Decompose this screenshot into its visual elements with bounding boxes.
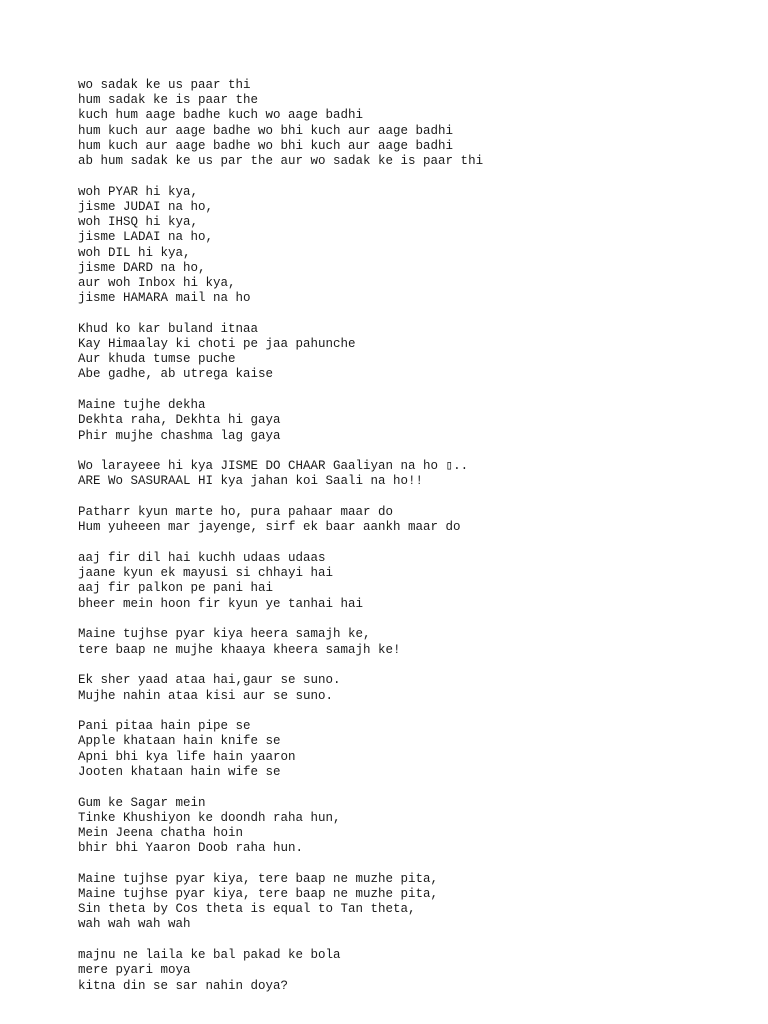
- poem-line: Phir mujhe chashma lag gaya: [78, 428, 281, 443]
- poem-line: tere baap ne mujhe khaaya kheera samajh ke!: [78, 642, 401, 657]
- stanza: [78, 796, 738, 857]
- poem-line: Apple khataan hain knife se: [78, 734, 281, 749]
- stanza: [78, 948, 738, 994]
- poem-line: mere pyari moya: [78, 963, 191, 978]
- poem-line: Maine tujhse pyar kiya, tere baap ne muzhe pita,: [78, 887, 439, 902]
- poem-line: jisme HAMARA mail na ho: [78, 291, 251, 306]
- poem-line: Tinke Khushiyon ke doondh raha hun,: [78, 810, 341, 825]
- stanza: [78, 551, 738, 612]
- stanza: [78, 459, 738, 489]
- poem-line: jisme LADAI na ho,: [78, 230, 214, 245]
- poem-line: Patharr kyun marte ho, pura pahaar maar do: [78, 505, 394, 520]
- poem-line: Wo larayeee hi kya JISME DO CHAAR Gaaliyan na ho ▯..: [78, 459, 469, 474]
- poem-line: bheer mein hoon fir kyun ye tanhai hai: [78, 596, 364, 611]
- poem-line: Maine tujhse pyar kiya heera samajh ke,: [78, 627, 371, 642]
- poem-line: Maine tujhe dekha: [78, 398, 206, 413]
- stanza: [78, 78, 738, 169]
- poem-line: ab hum sadak ke us par the aur wo sadak ke is paar thi: [78, 154, 484, 169]
- poem-line: Aur khuda tumse puche: [78, 352, 236, 367]
- poem-line: wo sadak ke us paar thi: [78, 78, 251, 92]
- poem-line: Gum ke Sagar mein: [78, 795, 206, 810]
- poem-line: hum kuch aur aage badhe wo bhi kuch aur aage badhi: [78, 123, 454, 138]
- poem-line: Pani pitaa hain pipe se: [78, 719, 251, 734]
- stanza: [78, 872, 738, 933]
- poem-line: Dekhta raha, Dekhta hi gaya: [78, 413, 281, 428]
- poem-line: Mein Jeena chatha hoin: [78, 825, 244, 840]
- poem-line: Mujhe nahin ataa kisi aur se suno.: [78, 688, 334, 703]
- stanza: [78, 627, 738, 657]
- stanza: [78, 185, 738, 307]
- poem-line: woh DIL hi kya,: [78, 245, 191, 260]
- poem-line: aaj fir palkon pe pani hai: [78, 581, 274, 596]
- poem-line: ARE Wo SASURAAL HI kya jahan koi Saali na ho!!: [78, 474, 424, 489]
- poem-line: majnu ne laila ke bal pakad ke bola: [78, 948, 341, 963]
- poem-line: Maine tujhse pyar kiya, tere baap ne muzhe pita,: [78, 871, 439, 886]
- poem-line: kitna din se sar nahin doya?: [78, 978, 289, 993]
- poem-line: aur woh Inbox hi kya,: [78, 275, 236, 290]
- poem-line: jisme DARD na ho,: [78, 260, 206, 275]
- poem-line: bhir bhi Yaaron Doob raha hun.: [78, 841, 304, 856]
- poem-line: Ek sher yaad ataa hai,gaur se suno.: [78, 673, 341, 688]
- poem-line: jaane kyun ek mayusi si chhayi hai: [78, 566, 334, 581]
- poem-line: kuch hum aage badhe kuch wo aage badhi: [78, 108, 364, 123]
- poem-line: hum sadak ke is paar the: [78, 93, 259, 108]
- stanza: [78, 322, 738, 383]
- poem-line: wah wah wah wah: [78, 917, 191, 932]
- poem-line: hum kuch aur aage badhe wo bhi kuch aur aage badhi: [78, 138, 454, 153]
- poem-line: woh PYAR hi kya,: [78, 184, 199, 199]
- poem-line: aaj fir dil hai kuchh udaas udaas: [78, 551, 326, 566]
- poem-line: Jooten khataan hain wife se: [78, 764, 281, 779]
- poem-collection: [78, 78, 738, 1009]
- poem-line: Apni bhi kya life hain yaaron: [78, 749, 296, 764]
- poem-line: woh IHSQ hi kya,: [78, 215, 199, 230]
- poem-line: Kay Himaalay ki choti pe jaa pahunche: [78, 337, 356, 352]
- poem-line: Khud ko kar buland itnaa: [78, 321, 259, 336]
- poem-line: Abe gadhe, ab utrega kaise: [78, 367, 274, 382]
- stanza: [78, 398, 738, 444]
- stanza: [78, 673, 738, 703]
- stanza: [78, 505, 738, 535]
- poem-line: jisme JUDAI na ho,: [78, 199, 214, 214]
- poem-line: Sin theta by Cos theta is equal to Tan theta,: [78, 902, 416, 917]
- stanza: [78, 719, 738, 780]
- poem-line: Hum yuheeen mar jayenge, sirf ek baar aankh maar do: [78, 520, 461, 535]
